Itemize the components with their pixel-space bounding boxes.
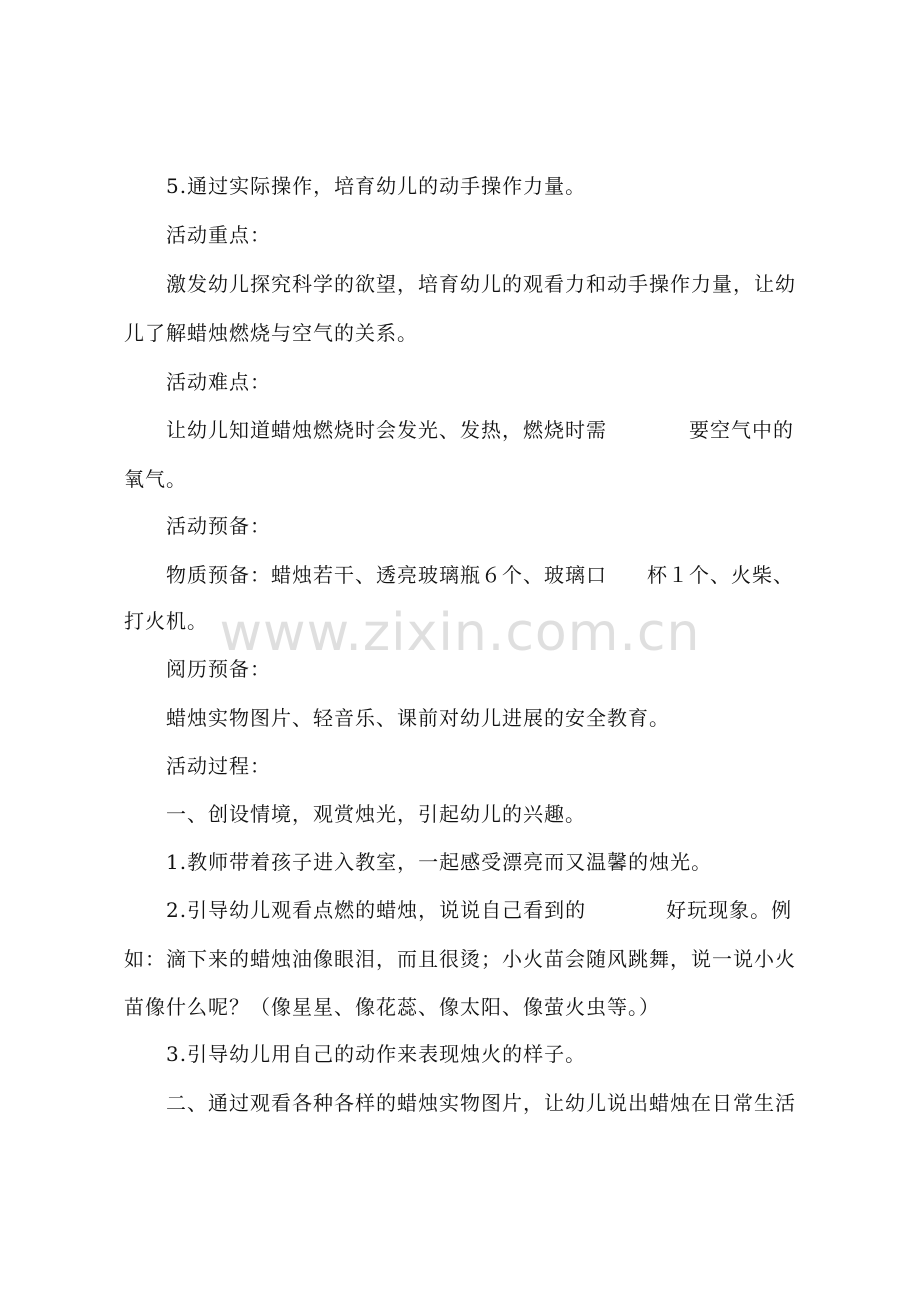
text-segment: 要空气中的 <box>689 418 794 442</box>
section-heading: 活动过程： <box>166 754 271 778</box>
text-line: 1.教师带着孩子进入教室，一起感受漂亮而又温馨的烛光。 <box>166 850 713 874</box>
text-line: 二、通过观看各种各样的蜡烛实物图片，让幼儿说出蜡烛在日常生活 <box>166 1091 796 1115</box>
text-line: 激发幼儿探究科学的欲望，培育幼儿的观看力和动手操作力量，让幼 <box>166 272 796 296</box>
section-heading: 活动重点： <box>166 223 271 247</box>
text-line <box>166 416 794 444</box>
text-line: 苗像什么呢？（像星星、像花蕊、像太阳、像萤火虫等。） <box>124 995 660 1019</box>
text-line: 儿了解蜡烛燃烧与空气的关系。 <box>124 321 418 345</box>
text-segment: 让幼儿知道蜡烛燃烧时会发光、发热，燃烧时需 <box>166 418 607 442</box>
text-line: 如：滴下来的蜡烛油像眼泪，而且很烫；小火苗会随风跳舞，说一说小火 <box>124 947 796 971</box>
text-line: 打火机。 <box>124 609 208 633</box>
text-segment: 物质预备：蜡烛若干、透亮玻璃瓶６个、玻璃口 <box>166 563 607 587</box>
section-heading: 阅历预备： <box>166 657 271 681</box>
text-line: 蜡烛实物图片、轻音乐、课前对幼儿进展的安全教育。 <box>166 706 670 730</box>
text-segment: 好玩现象。例 <box>666 898 793 922</box>
text-line <box>166 896 792 924</box>
text-line: 氧气。 <box>124 467 187 491</box>
text-segment: 2.引导幼儿观看点燃的蜡烛，说说自己看到的 <box>166 898 587 922</box>
text-line <box>166 561 794 589</box>
watermark: www.zixin.com.cn <box>219 603 701 663</box>
text-line: 5.通过实际操作，培育幼儿的动手操作力量。 <box>166 174 587 198</box>
text-line: 一、创设情境，观赏烛光，引起幼儿的兴趣。 <box>166 802 586 826</box>
text-line: 3.引导幼儿用自己的动作来表现烛火的样子。 <box>166 1042 587 1066</box>
section-heading: 活动预备： <box>166 514 271 538</box>
section-heading: 活动难点： <box>166 370 271 394</box>
text-segment: 杯１个、火柴、 <box>647 563 794 587</box>
